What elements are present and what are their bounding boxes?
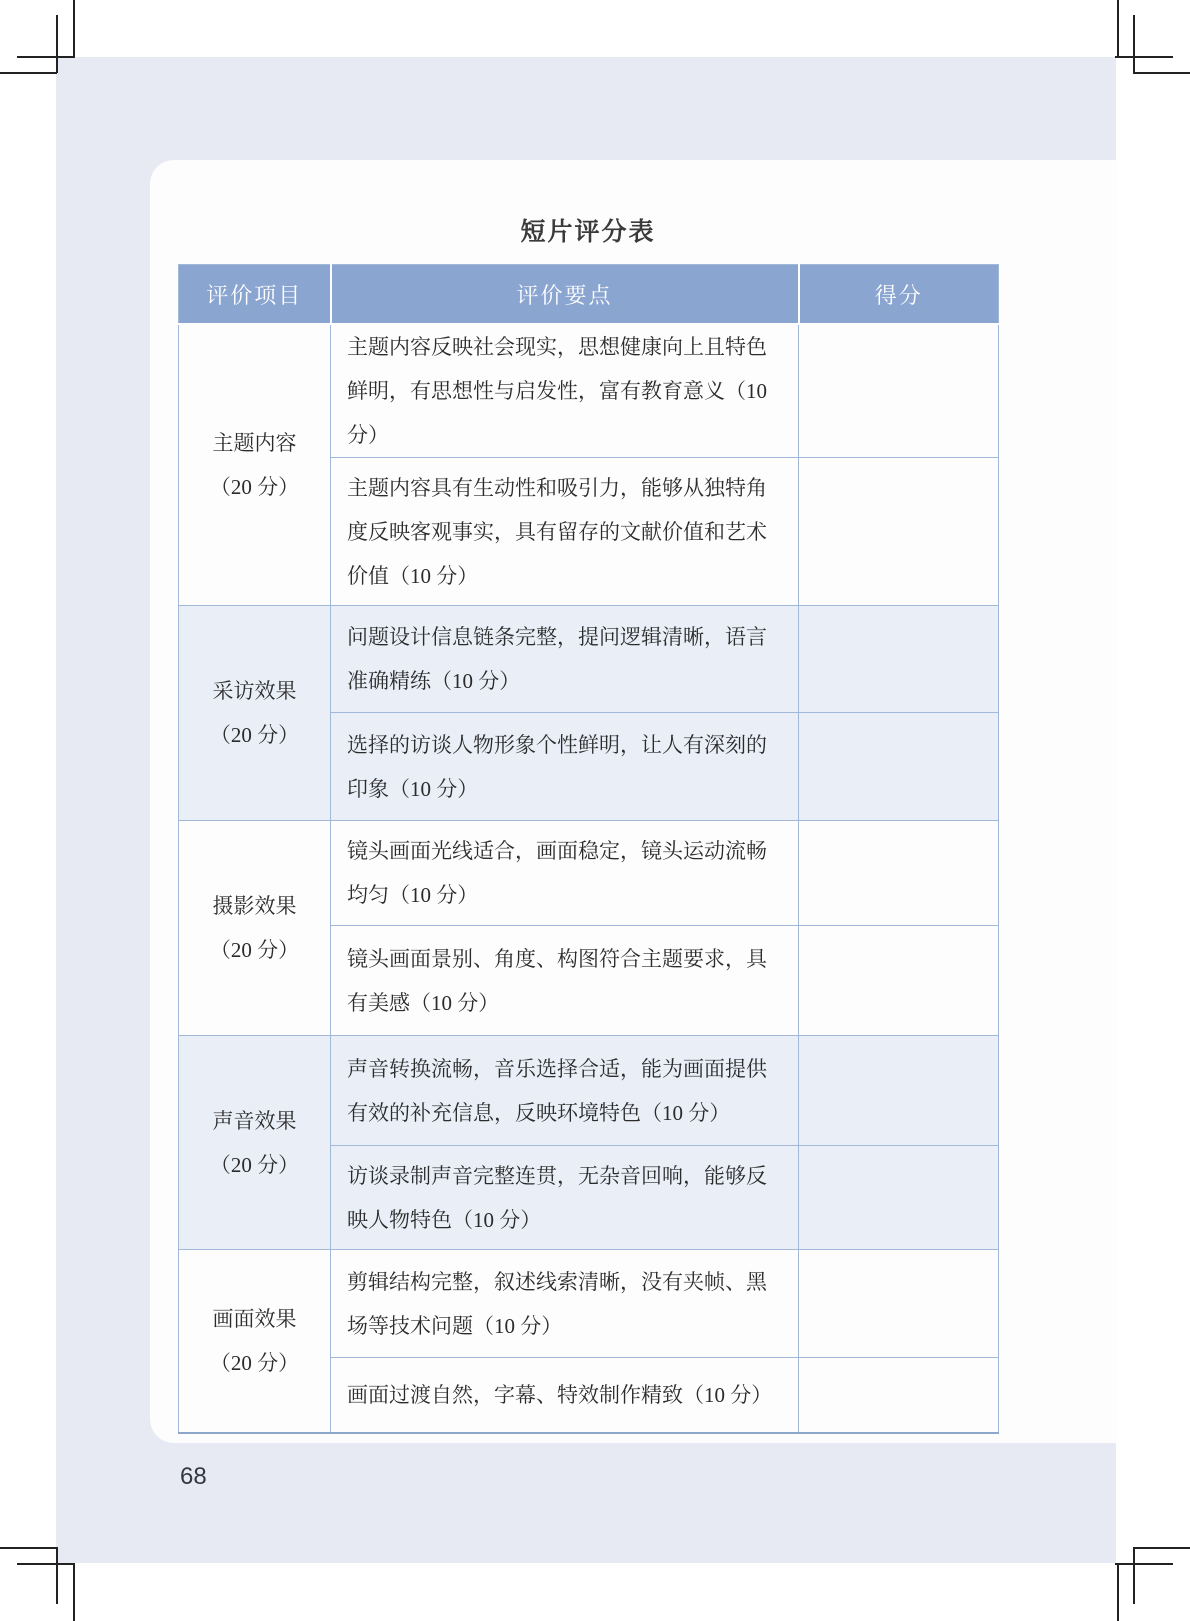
category-name: 采访效果 — [212, 679, 297, 703]
page-title: 短片评分表 — [520, 218, 656, 246]
crop-mark — [1133, 72, 1190, 74]
crop-mark — [1133, 15, 1135, 73]
criteria-cell: 画面过渡自然，字幕、特效制作精致（10 分） — [331, 1358, 799, 1433]
header-score: 得分 — [799, 265, 999, 325]
table-row — [179, 606, 999, 713]
score-cell — [799, 1036, 999, 1146]
table-header-row — [179, 265, 999, 325]
criteria-cell: 问题设计信息链条完整，提问逻辑清晰，语言准确精练（10 分） — [331, 606, 799, 713]
category-name: 摄影效果 — [212, 894, 297, 918]
crop-mark — [73, 0, 75, 58]
crop-mark — [1117, 0, 1119, 58]
criteria-cell: 剪辑结构完整，叙述线索清晰，没有夹帧、黑场等技术问题（10 分） — [331, 1250, 799, 1358]
table-row — [179, 1036, 999, 1146]
crop-mark — [1115, 56, 1173, 58]
criteria-cell: 主题内容反映社会现实，思想健康向上且特色鲜明，有思想性与启发性，富有教育意义（10 分） — [331, 324, 799, 458]
scoring-table — [178, 264, 999, 1434]
header-category: 评价项目 — [179, 265, 331, 325]
category-cell — [179, 606, 331, 821]
category-cell — [179, 821, 331, 1036]
criteria-cell: 主题内容具有生动性和吸引力，能够从独特角度反映客观事实，具有留存的文献价值和艺术价值（10 分） — [331, 458, 799, 606]
crop-mark — [0, 72, 57, 74]
header-criteria: 评价要点 — [331, 265, 799, 325]
crop-mark — [17, 56, 75, 58]
page-number: 68 — [180, 1463, 207, 1490]
criteria-cell: 声音转换流畅，音乐选择合适，能为画面提供有效的补充信息，反映环境特色（10 分） — [331, 1036, 799, 1146]
criteria-cell: 镜头画面光线适合，画面稳定，镜头运动流畅均匀（10 分） — [331, 821, 799, 926]
crop-mark — [1133, 1547, 1190, 1549]
score-cell — [799, 1358, 999, 1433]
category-points: （20 分） — [209, 475, 300, 499]
crop-mark — [1117, 1563, 1119, 1621]
crop-mark — [56, 15, 58, 73]
criteria-cell: 选择的访谈人物形象个性鲜明，让人有深刻的印象（10 分） — [331, 713, 799, 821]
category-cell — [179, 1250, 331, 1433]
score-cell — [799, 713, 999, 821]
category-name: 画面效果 — [212, 1306, 297, 1331]
crop-mark — [1115, 1563, 1173, 1565]
table-row — [179, 1250, 999, 1358]
category-cell — [179, 324, 331, 606]
score-cell — [799, 1146, 999, 1250]
score-cell — [799, 1250, 999, 1358]
score-cell — [799, 458, 999, 606]
crop-mark — [0, 1547, 57, 1549]
score-cell — [799, 324, 999, 458]
criteria-cell: 镜头画面景别、角度、构图符合主题要求，具有美感（10 分） — [331, 926, 799, 1036]
crop-mark — [1133, 1547, 1135, 1604]
category-name: 声音效果 — [212, 1108, 297, 1133]
criteria-cell: 访谈录制声音完整连贯，无杂音回响，能够反映人物特色（10 分） — [331, 1146, 799, 1250]
table-row — [179, 324, 999, 458]
score-cell — [799, 821, 999, 926]
score-cell — [799, 926, 999, 1036]
category-points: （20 分） — [209, 938, 300, 962]
category-points: （20 分） — [209, 1152, 300, 1177]
category-points: （20 分） — [209, 1350, 300, 1375]
category-cell — [179, 1036, 331, 1250]
table-row — [179, 821, 999, 926]
category-points: （20 分） — [209, 723, 300, 747]
category-name: 主题内容 — [212, 431, 297, 455]
score-cell — [799, 606, 999, 713]
crop-mark — [17, 1563, 75, 1565]
crop-mark — [56, 1547, 58, 1604]
crop-mark — [73, 1563, 75, 1621]
